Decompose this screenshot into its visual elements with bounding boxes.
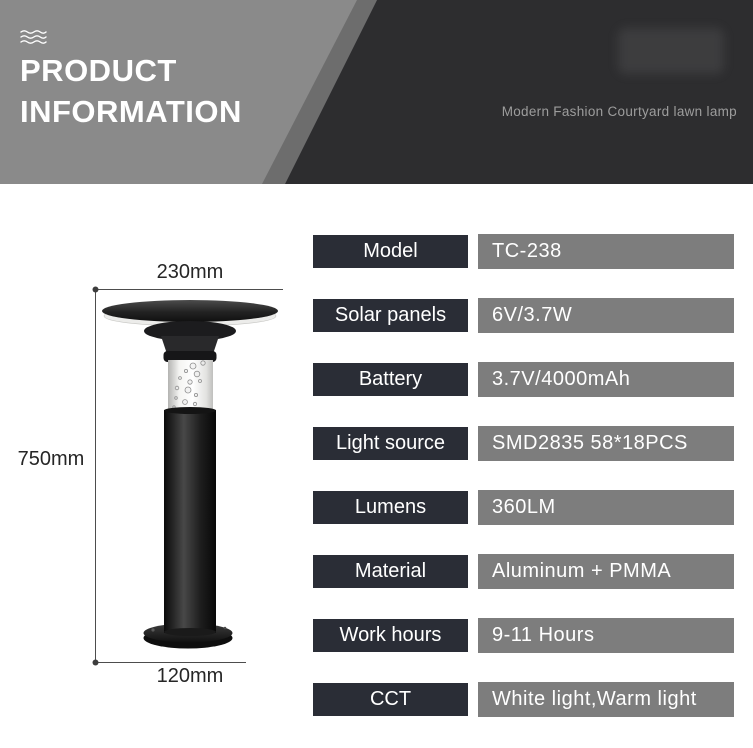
spec-value: 3.7V/4000mAh [478, 362, 734, 397]
spec-label: Work hours [313, 619, 468, 652]
spec-label: Material [313, 555, 468, 588]
lamp-pole [164, 407, 216, 632]
blurred-watermark [618, 28, 724, 74]
spec-value: 6V/3.7W [478, 298, 734, 333]
lamp-led-tube [168, 360, 213, 411]
product-subtitle: Modern Fashion Courtyard lawn lamp [501, 104, 737, 119]
spec-value: Aluminum + PMMA [478, 554, 734, 589]
lamp-head [102, 300, 278, 362]
spec-label: CCT [313, 683, 468, 716]
spec-value: White light,Warm light [478, 682, 734, 717]
dimension-dot-top [93, 287, 99, 293]
header-banner [0, 0, 753, 184]
spec-value: 9-11 Hours [478, 618, 734, 653]
spec-label: Solar panels [313, 299, 468, 332]
lamp-illustration [0, 250, 310, 700]
dimension-dot-bottom [93, 660, 99, 666]
spec-value: SMD2835 58*18PCS [478, 426, 734, 461]
spec-label: Model [313, 235, 468, 268]
spec-label: Light source [313, 427, 468, 460]
page-title-line1: PRODUCT [20, 53, 177, 88]
dimension-base-label: 120mm [156, 665, 224, 687]
dimension-width-label: 230mm [156, 261, 224, 283]
lamp-base [144, 615, 233, 649]
page-title [20, 50, 242, 132]
spec-value: 360LM [478, 490, 734, 525]
spec-label: Lumens [313, 491, 468, 524]
dimension-height-label: 750mm [17, 448, 85, 470]
page-title-line2: INFORMATION [20, 94, 242, 129]
spec-label: Battery [313, 363, 468, 396]
waves-icon [20, 29, 47, 45]
spec-value: TC-238 [478, 234, 734, 269]
